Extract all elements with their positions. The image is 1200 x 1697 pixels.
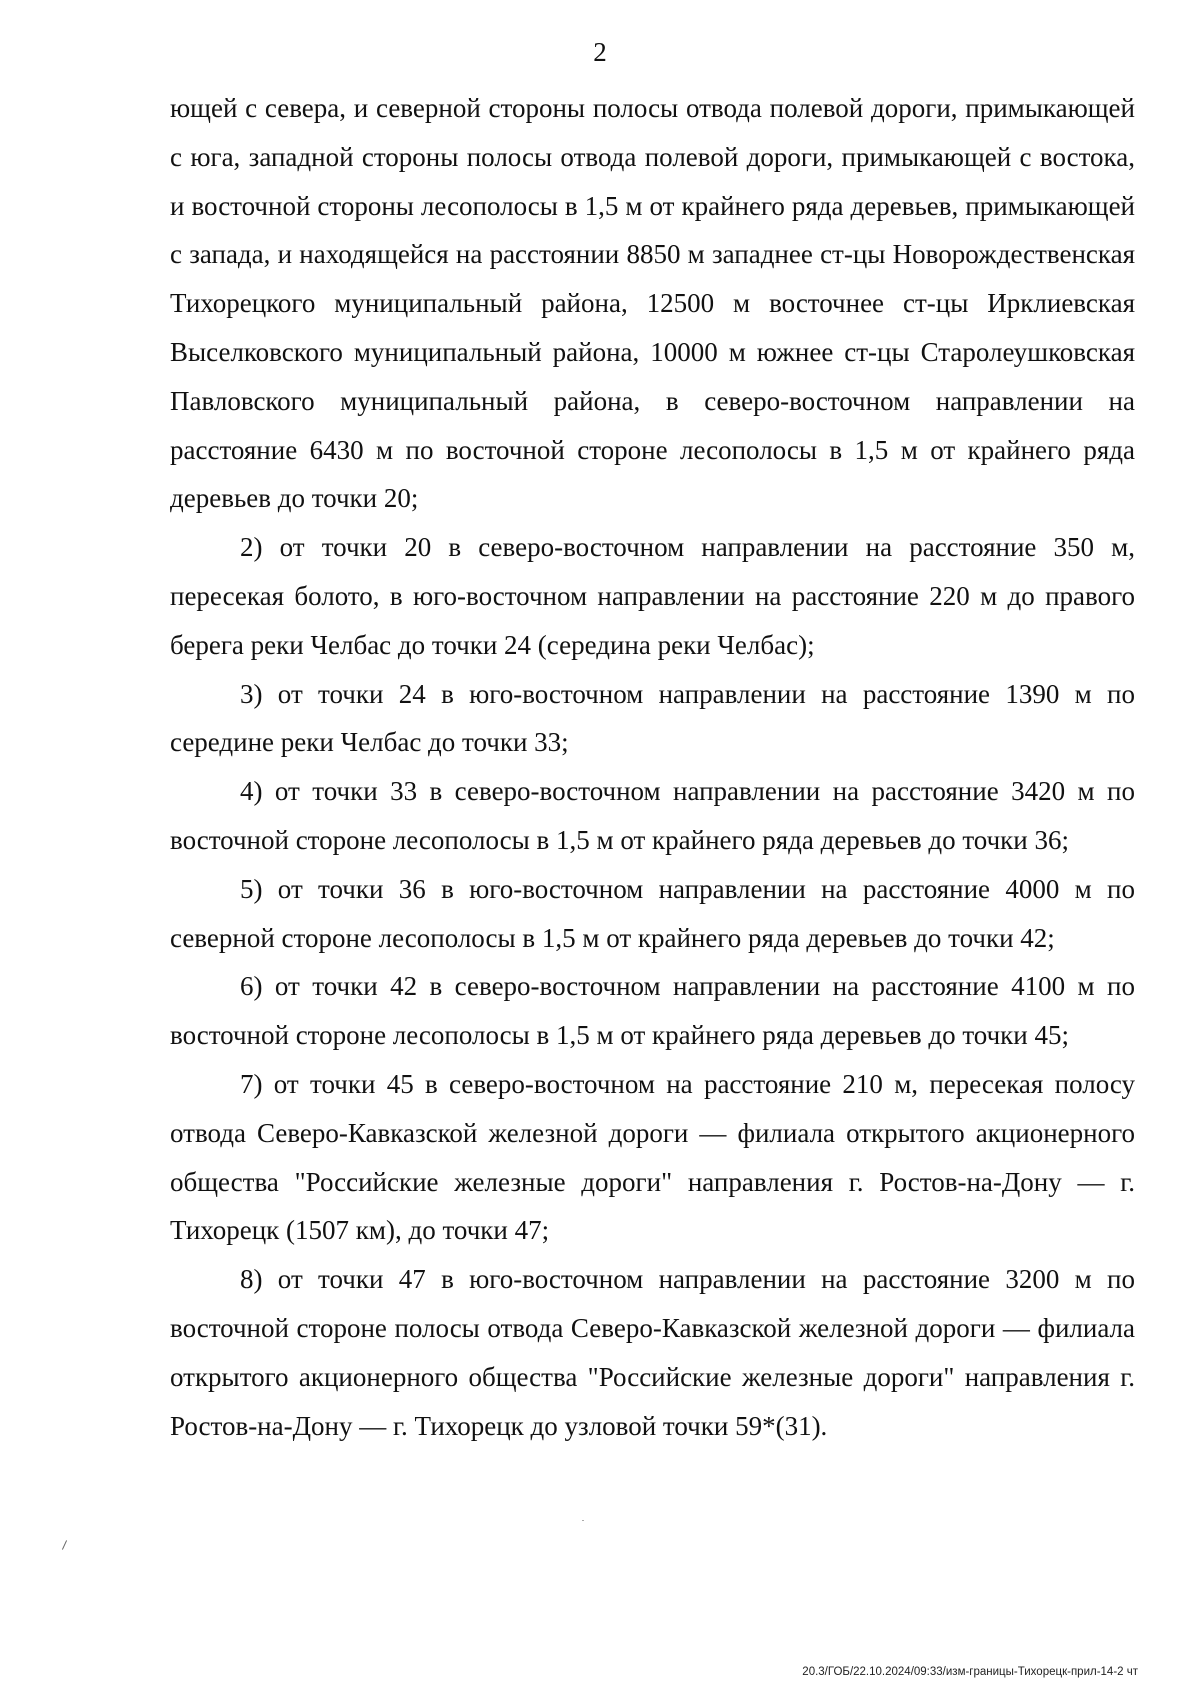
- paragraph-item-2: 2) от точки 20 в северо-восточном направлении на расстояние 350 м, пересекая болото, в юго-восточном направлении на расстояние 220 м до правого берега реки Челбас до точки 24 (середина реки Челбас);: [170, 532, 1135, 660]
- scan-speck: [582, 1520, 584, 1521]
- page-number: 2: [593, 37, 607, 67]
- paragraph-item-3: 3) от точки 24 в юго-восточном направлении на расстояние 1390 м по середине реки Челбас до точки 33;: [170, 678, 1135, 758]
- document-body: [170, 84, 1135, 1450]
- document-footer-code: 20.3/ГОБ/22.10.2024/09:33/изм-границы-Тихорецк-прил-14-2 чт: [802, 1666, 1138, 1678]
- scan-mark: [62, 1540, 67, 1549]
- paragraph-continuation: ющей с севера, и северной стороны полосы отвода полевой дороги, примыкающей с юга, западной стороны полосы отвода полевой дороги, примыкающей с востока, и восточной стороны лесополосы в 1,5 м от крайнего ряда деревьев, примыкающей с запада, и находящейся на расстоянии 8850 м западнее ст-цы Новорождественская Тихорецкого муниципальный района, 12500 м восточнее ст-цы Ирклиевская Выселковского муниципальный района, 10000 м южнее ст-цы Старолеушковская Павловского муниципальный района, в северо-восточном направлении на расстояние 6430 м по восточной стороне лесополосы в 1,5 м от крайнего ряда деревьев до точки 20;: [170, 93, 1135, 514]
- paragraph-item-7: 7) от точки 45 в северо-восточном на расстояние 210 м, пересекая полосу отвода Северо-Кавказской железной дороги — филиала открытого акционерного общества "Российские железные дороги" направления г. Ростов-на-Дону — г. Тихорецк (1507 км), до точки 47;: [170, 1068, 1135, 1246]
- paragraph-item-5: 5) от точки 36 в юго-восточном направлении на расстояние 4000 м по северной стороне лесополосы в 1,5 м от крайнего ряда деревьев до точки 42;: [170, 873, 1135, 953]
- paragraph-item-6: 6) от точки 42 в северо-восточном направлении на расстояние 4100 м по восточной стороне лесополосы в 1,5 м от крайнего ряда деревьев до точки 45;: [170, 971, 1135, 1051]
- paragraph-item-4: 4) от точки 33 в северо-восточном направлении на расстояние 3420 м по восточной стороне лесополосы в 1,5 м от крайнего ряда деревьев до точки 36;: [170, 776, 1135, 855]
- paragraph-item-8: 8) от точки 47 в юго-восточном направлении на расстояние 3200 м по восточной стороне полосы отвода Северо-Кавказской железной дороги — филиала открытого акционерного общества "Российские железные дороги" направления г. Ростов-на-Дону — г. Тихорецк до узловой точки 59*(31).: [170, 1264, 1135, 1441]
